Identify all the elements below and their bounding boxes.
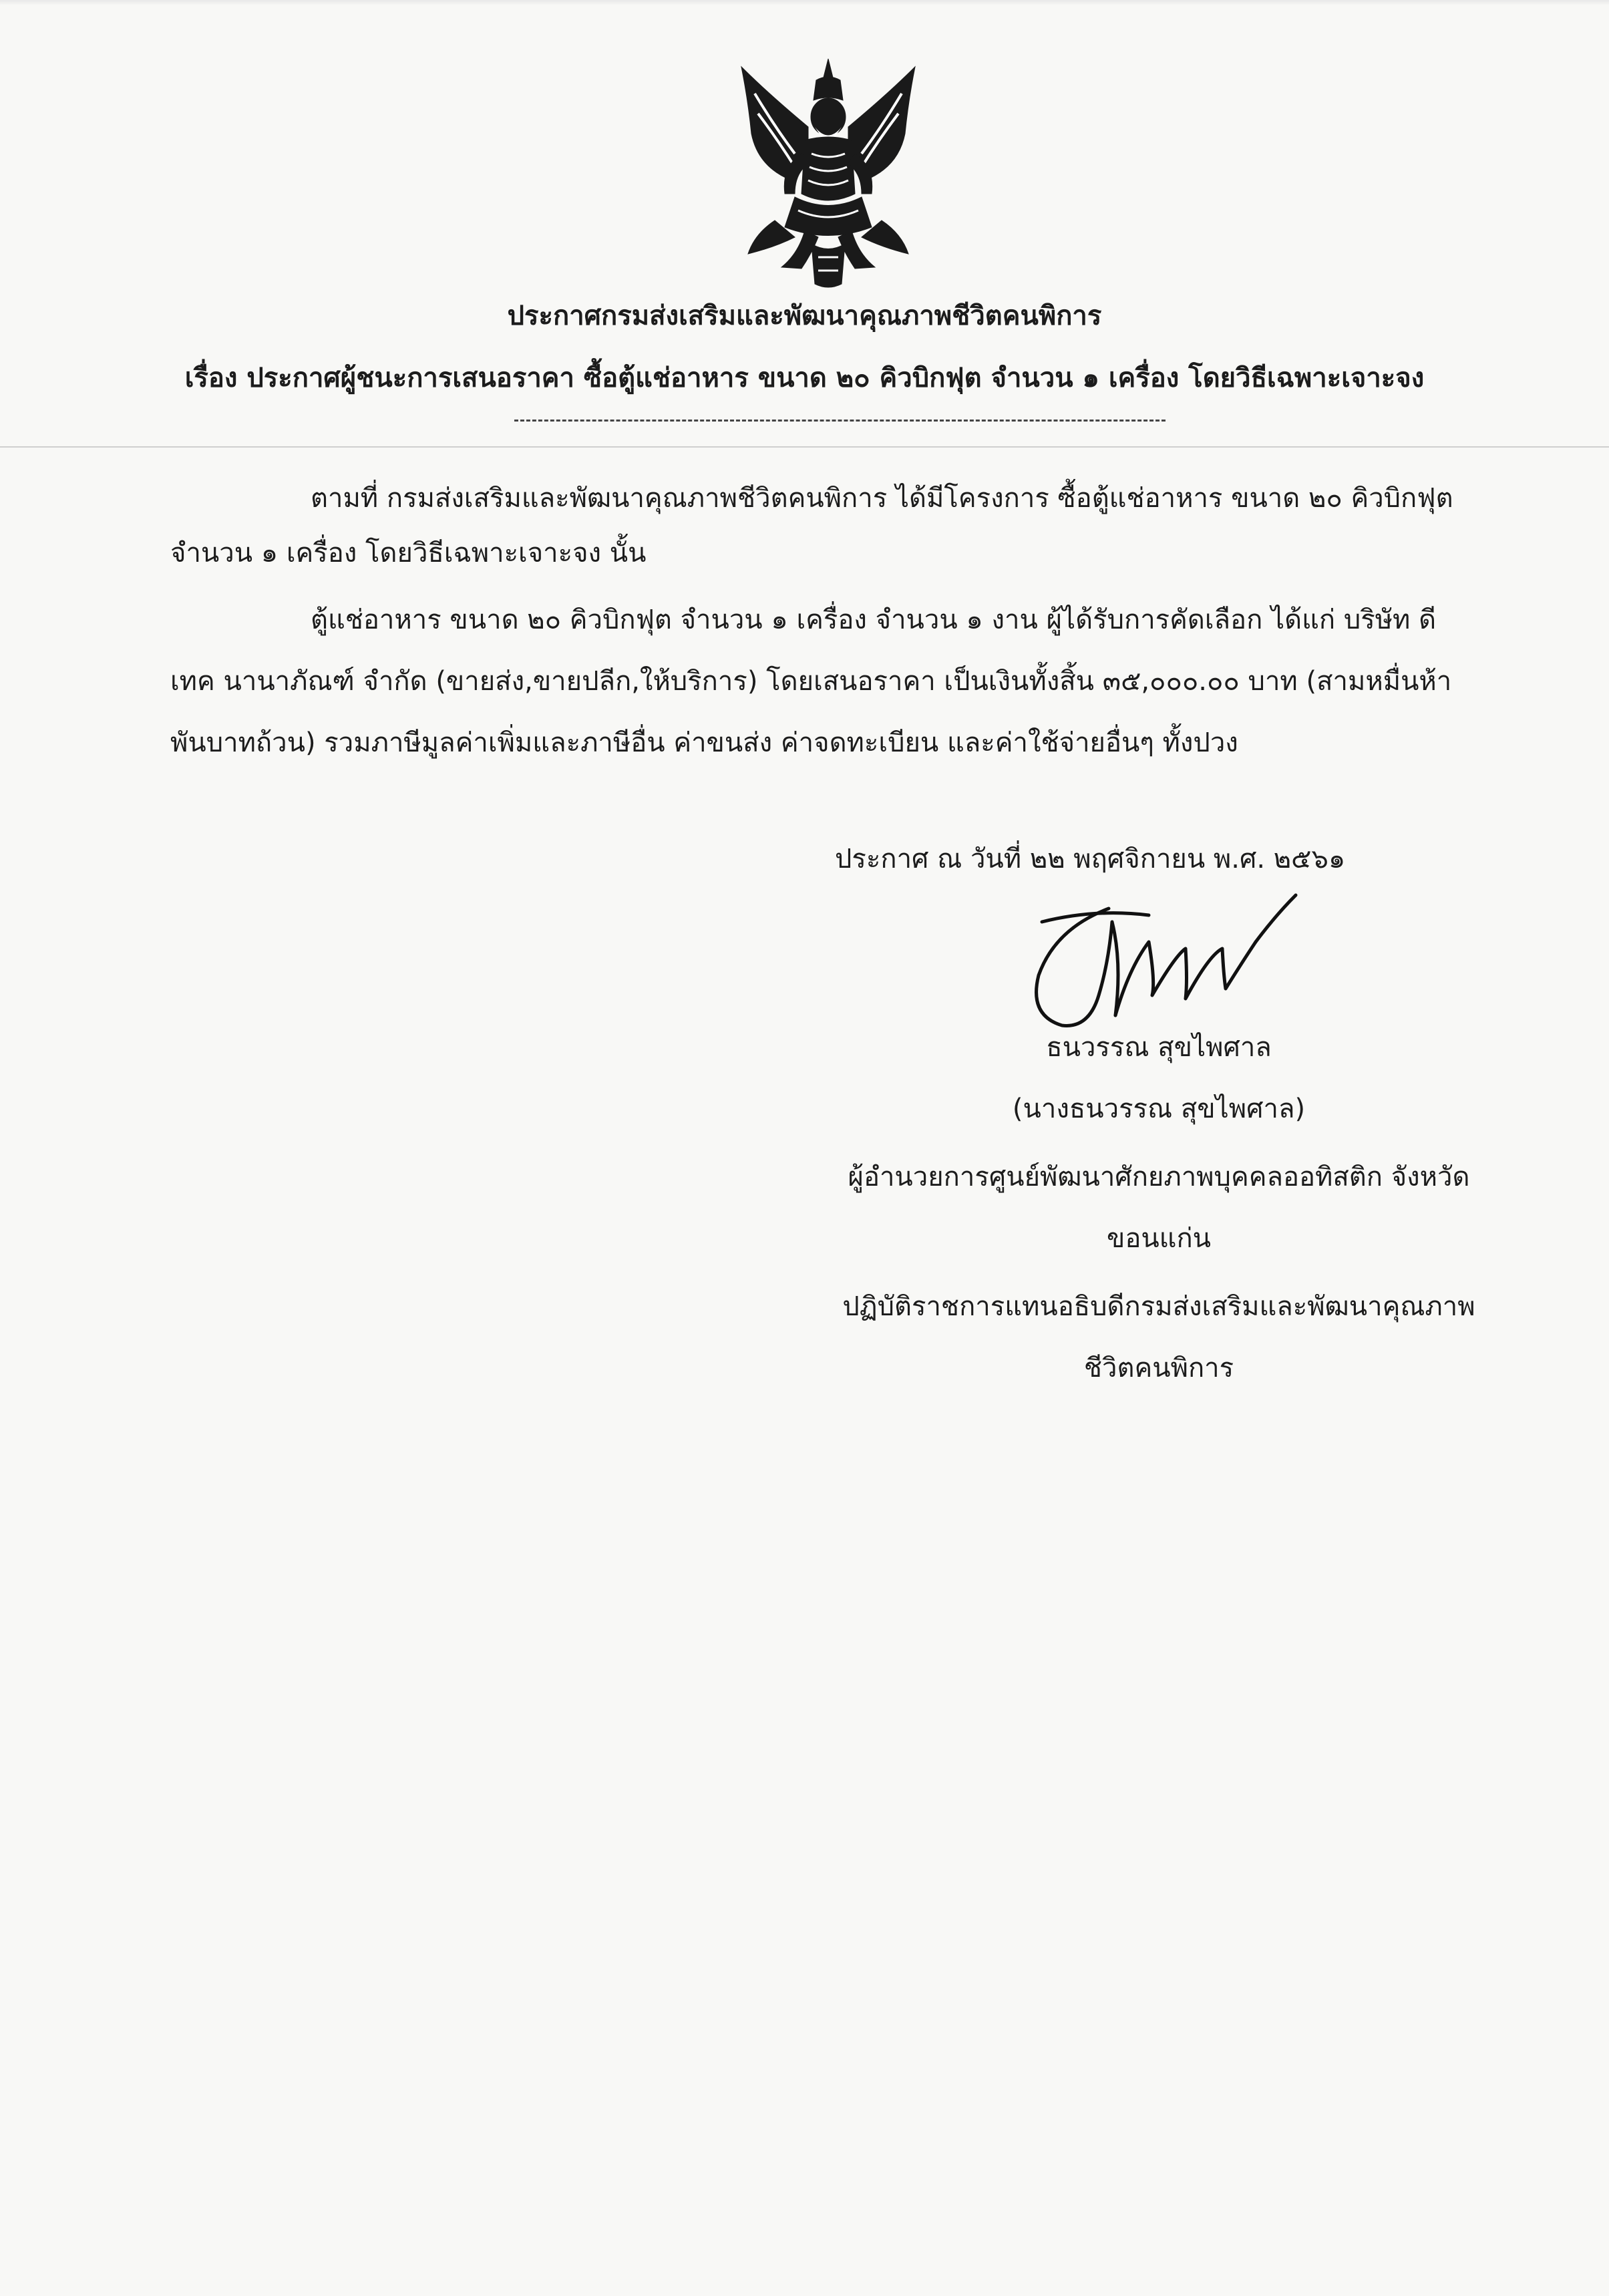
document-title: ประกาศกรมส่งเสริมและพัฒนาคุณภาพชีวิตคนพิการ (507, 301, 1102, 331)
paragraph-2-line-1: ตู้แช่อาหาร ขนาด ๒๐ คิวบิกฟุต จำนวน ๑ เครื่อง จำนวน ๑ งาน ผู้ได้รับการคัดเลือก ได้แก่ บริษัท ดี (311, 605, 1437, 635)
paragraph-1-line-2: จำนวน ๑ เครื่อง โดยวิธีเฉพาะเจาะจง นั้น (170, 538, 647, 568)
signatory-name: ธนวรรณ สุขไพศาล (1046, 1032, 1272, 1063)
title-separator (514, 420, 1166, 422)
paragraph-2-line-2: เทค นานาภัณฑ์ จำกัด (ขายส่ง,ขายปลีก,ให้บริการ) โดยเสนอราคา เป็นเงินทั้งสิ้น ๓๕,๐๐๐.๐๐ บาท (สามหมื่นห้า (170, 666, 1452, 697)
scan-edge (0, 0, 1609, 5)
signatory-position-line-1: ผู้อำนวยการศูนย์พัฒนาศักยภาพบุคคลออทิสติก จังหวัด (848, 1162, 1470, 1192)
signatory-acting-line-2: ชีวิตคนพิการ (1083, 1353, 1234, 1383)
signatory-full-name: (นางธนวรรณ สุขไพศาล) (1012, 1094, 1306, 1124)
paragraph-2-line-3: พันบาทถ้วน) รวมภาษีมูลค่าเพิ่มและภาษีอื่น ค่าขนส่ง ค่าจดทะเบียน และค่าใช้จ่ายอื่นๆ ทั้งปวง (170, 727, 1238, 758)
signatory-position-line-2: ขอนแก่น (1106, 1223, 1212, 1254)
handwritten-signature-icon (1015, 882, 1302, 1042)
signatory-acting-line-1: ปฏิบัติราชการแทนอธิบดีกรมส่งเสริมและพัฒนาคุณภาพ (842, 1291, 1475, 1322)
announcement-date: ประกาศ ณ วันที่ ๒๒ พฤศจิกายน พ.ศ. ๒๕๖๑ (835, 844, 1346, 874)
scan-artifact-line (0, 446, 1609, 448)
document-subject: เรื่อง ประกาศผู้ชนะการเสนอราคา ซื้อตู้แช่อาหาร ขนาด ๒๐ คิวบิกฟุต จำนวน ๑ เครื่อง โดยวิธีเฉพาะเจาะจง (184, 363, 1425, 393)
garuda-emblem-icon (728, 53, 928, 294)
paragraph-1-line-1: ตามที่ กรมส่งเสริมและพัฒนาคุณภาพชีวิตคนพิการ ได้มีโครงการ ซื้อตู้แช่อาหาร ขนาด ๒๐ คิวบิกฟุต (311, 483, 1453, 514)
